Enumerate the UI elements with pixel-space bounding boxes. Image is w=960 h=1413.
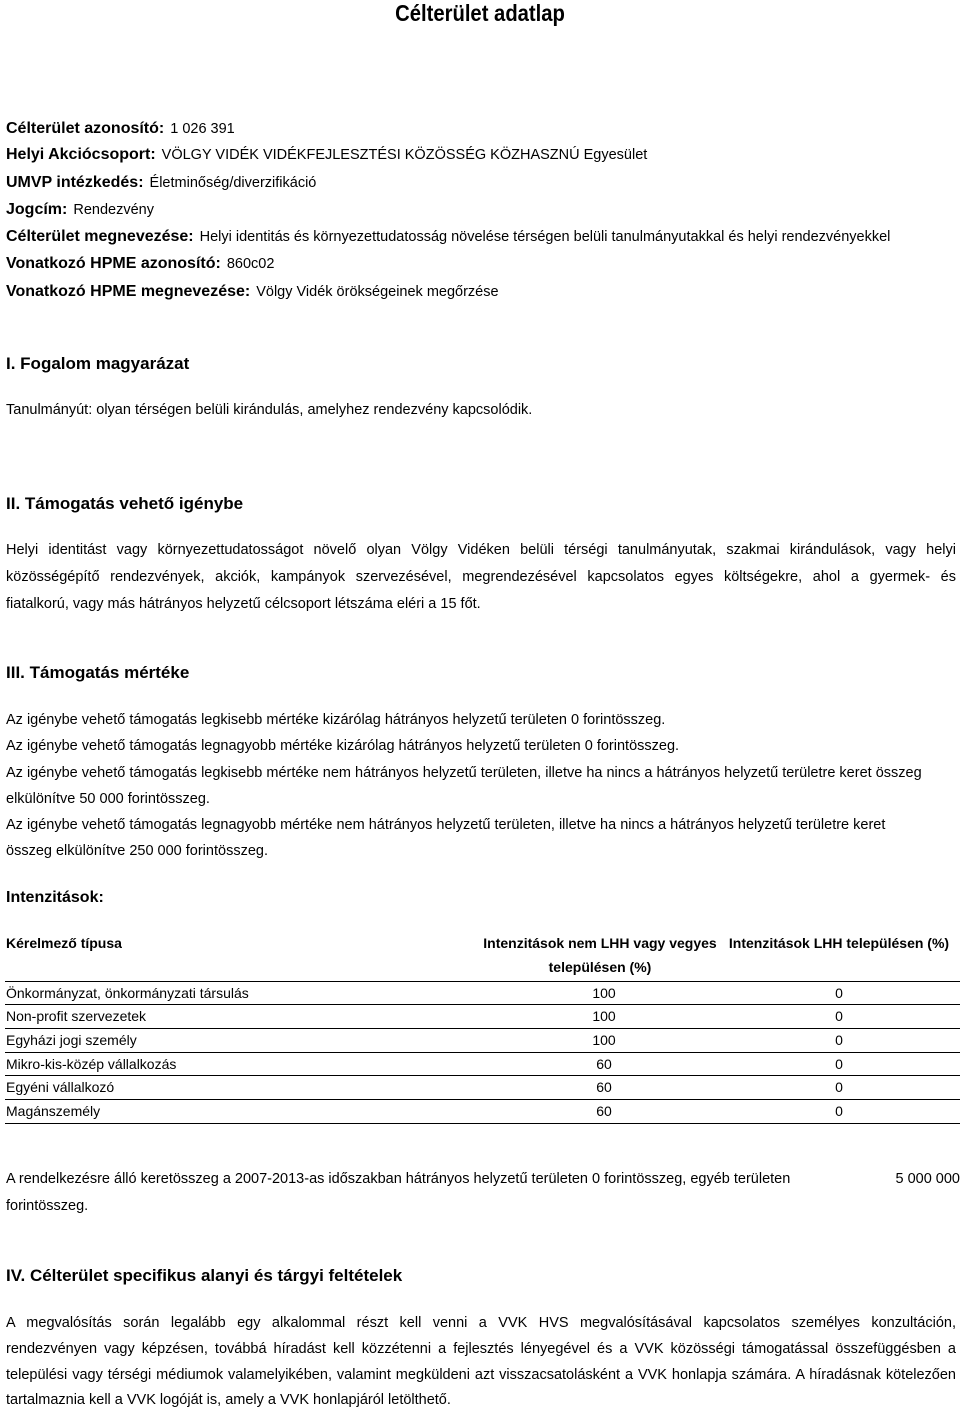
row-type: Magánszemély bbox=[6, 1103, 101, 1119]
section-4-title: IV. Célterület specifikus alanyi és tárgyi feltételek bbox=[6, 1266, 403, 1285]
row-nem-lhh: 60 bbox=[596, 1079, 612, 1095]
section-1-title: I. Fogalom magyarázat bbox=[6, 354, 190, 373]
section-3-line-5: Az igénybe vehető támogatás legnagyobb mértéke nem hátrányos helyzetű területen, illetve ha nincs a hátrányos helyzetű területre keret bbox=[6, 817, 886, 833]
section-4-line-1-text: A megvalósítás során legalább egy alkalommal részt kell venni a VVK HVS megvalósításával kapcsolatos személyes konzultáción, bbox=[6, 1315, 956, 1331]
umvp-label: UMVP intézkedés: bbox=[6, 174, 144, 191]
section-2-line-2-text: közösségépítő rendezvények, akciók, kampányok szervezésével, megrendezésével kapcsolatos egyes költségekre, ahol a gyermek- és bbox=[6, 569, 956, 585]
info-row-jogcim bbox=[6, 201, 154, 219]
hpme-megnevezes-label: Vonatkozó HPME megnevezése: bbox=[6, 283, 251, 300]
section-2-line-3: fiatalkorú, vagy más hátrányos helyzetű célcsoport létszáma eléri a 15 főt. bbox=[6, 596, 481, 612]
info-row-azonosito bbox=[6, 120, 235, 138]
table-header-nem-lhh-line-2: településen (%) bbox=[548, 959, 652, 975]
info-row-akciocsoport bbox=[6, 146, 647, 164]
section-3-title: III. Támogatás mértéke bbox=[6, 663, 190, 682]
budget-text: A rendelkezésre álló keretösszeg a 2007-2013-as időszakban hátrányos helyzetű területen 0 forintösszeg, egyéb területen bbox=[6, 1171, 791, 1187]
section-3-line-4: elkülönítve 50 000 forintösszeg. bbox=[6, 791, 210, 807]
row-nem-lhh: 100 bbox=[592, 1008, 616, 1024]
section-3-line-6: összeg elkülönítve 250 000 forintösszeg. bbox=[6, 843, 268, 859]
section-3-line-2: Az igénybe vehető támogatás legnagyobb mértéke kizárólag hátrányos helyzetű területen 0 forintösszeg. bbox=[6, 738, 680, 754]
table-row bbox=[5, 1052, 960, 1076]
section-2-title: II. Támogatás vehető igénybe bbox=[6, 494, 244, 513]
row-lhh: 0 bbox=[835, 985, 843, 1001]
row-nem-lhh: 100 bbox=[592, 1032, 616, 1048]
section-3-line-3: Az igénybe vehető támogatás legkisebb mértéke nem hátrányos helyzetű területen, illetve ha nincs a hátrányos helyzetű területre keret összeg bbox=[6, 765, 922, 781]
row-nem-lhh: 60 bbox=[596, 1103, 612, 1119]
umvp-value: Életminőség/diverzifikáció bbox=[149, 175, 317, 191]
table-row bbox=[5, 1028, 960, 1052]
info-row-hpme-megnevezes bbox=[6, 283, 499, 301]
budget-line-2: forintösszeg. bbox=[6, 1198, 89, 1214]
hpme-azonosito-label: Vonatkozó HPME azonosító: bbox=[6, 255, 221, 272]
row-type: Mikro-kis-közép vállalkozás bbox=[6, 1056, 177, 1072]
info-row-megnevezes bbox=[6, 228, 890, 246]
row-type: Egyéni vállalkozó bbox=[6, 1079, 115, 1095]
section-4-line-2-text: rendezvényen vagy képzésen, továbbá híradást kell közzétenni a fejlesztés lényegével és a VVK közösségi támogatással összefüggésben a bbox=[6, 1341, 956, 1357]
akciocsoport-label: Helyi Akciócsoport: bbox=[6, 146, 156, 163]
intenzitasok-title: Intenzitások: bbox=[6, 889, 104, 906]
section-4-line-3 bbox=[6, 1363, 956, 1388]
megnevezes-value: Helyi identitás és környezettudatosság növelése térségen belüli tanulmányutakkal és helyi rendezvényekkel bbox=[199, 229, 891, 245]
akciocsoport-value: VÖLGY VIDÉK VIDÉKFEJLESZTÉSI KÖZÖSSÉG KÖZHASZNÚ Egyesület bbox=[161, 147, 648, 163]
section-2-line-2 bbox=[6, 565, 956, 590]
section-4-line-4: tartalmaznia kell a VVK logóját is, amely a VVK honlapjáról letölthető. bbox=[6, 1392, 451, 1408]
table-row bbox=[5, 1099, 960, 1124]
row-nem-lhh: 100 bbox=[592, 985, 616, 1001]
row-lhh: 0 bbox=[835, 1032, 843, 1048]
jogcim-value: Rendezvény bbox=[73, 202, 154, 218]
row-lhh: 0 bbox=[835, 1008, 843, 1024]
row-nem-lhh: 60 bbox=[596, 1056, 612, 1072]
table-header-lhh: Intenzitások LHH településen (%) bbox=[728, 935, 950, 951]
budget-amount: 5 000 000 bbox=[895, 1171, 960, 1187]
table-header-nem-lhh bbox=[480, 931, 720, 979]
jogcim-label: Jogcím: bbox=[6, 201, 68, 218]
table-header-kerelmezo: Kérelmező típusa bbox=[6, 935, 122, 951]
hpme-megnevezes-value: Völgy Vidék örökségeinek megőrzése bbox=[256, 284, 499, 300]
page-title: Célterület adatlap bbox=[395, 0, 565, 26]
row-type: Önkormányzat, önkormányzati társulás bbox=[6, 985, 249, 1001]
section-1-text: Tanulmányút: olyan térségen belüli kirándulás, amelyhez rendezvény kapcsolódik. bbox=[6, 402, 533, 418]
info-row-umvp bbox=[6, 174, 316, 192]
azonosito-label: Célterület azonosító: bbox=[6, 120, 165, 137]
table-row bbox=[5, 981, 960, 1005]
row-type: Non-profit szervezetek bbox=[6, 1008, 147, 1024]
budget-line-1 bbox=[6, 1166, 960, 1193]
section-3-line-1: Az igénybe vehető támogatás legkisebb mértéke kizárólag hátrányos helyzetű területen 0 forintösszeg. bbox=[6, 712, 666, 728]
section-2-line-1-text: Helyi identitást vagy környezettudatosságot növelő olyan Völgy Vidéken belüli térségi tanulmányutak, szakmai kirándulások, vagy helyi bbox=[6, 542, 956, 558]
table-header-nem-lhh-line-1: Intenzitások nem LHH vagy vegyes bbox=[483, 935, 717, 951]
row-lhh: 0 bbox=[835, 1079, 843, 1095]
row-lhh: 0 bbox=[835, 1103, 843, 1119]
table-row bbox=[5, 1075, 960, 1099]
section-2-line-1 bbox=[6, 538, 956, 563]
megnevezes-label: Célterület megnevezése: bbox=[6, 228, 194, 245]
row-type: Egyházi jogi személy bbox=[6, 1032, 137, 1048]
hpme-azonosito-value: 860c02 bbox=[226, 256, 275, 272]
info-row-hpme-azonosito bbox=[6, 255, 274, 273]
table-row bbox=[5, 1004, 960, 1028]
section-4-line-3-text: települési vagy térségi médiumok valamelyikében, valamint megküldeni azt visszacsatolásként a VVK honlapja számára. A híradásnak kötelezően bbox=[6, 1367, 956, 1383]
section-4-line-2 bbox=[6, 1337, 956, 1362]
section-4-line-1 bbox=[6, 1311, 956, 1336]
row-lhh: 0 bbox=[835, 1056, 843, 1072]
azonosito-value: 1 026 391 bbox=[170, 121, 235, 137]
